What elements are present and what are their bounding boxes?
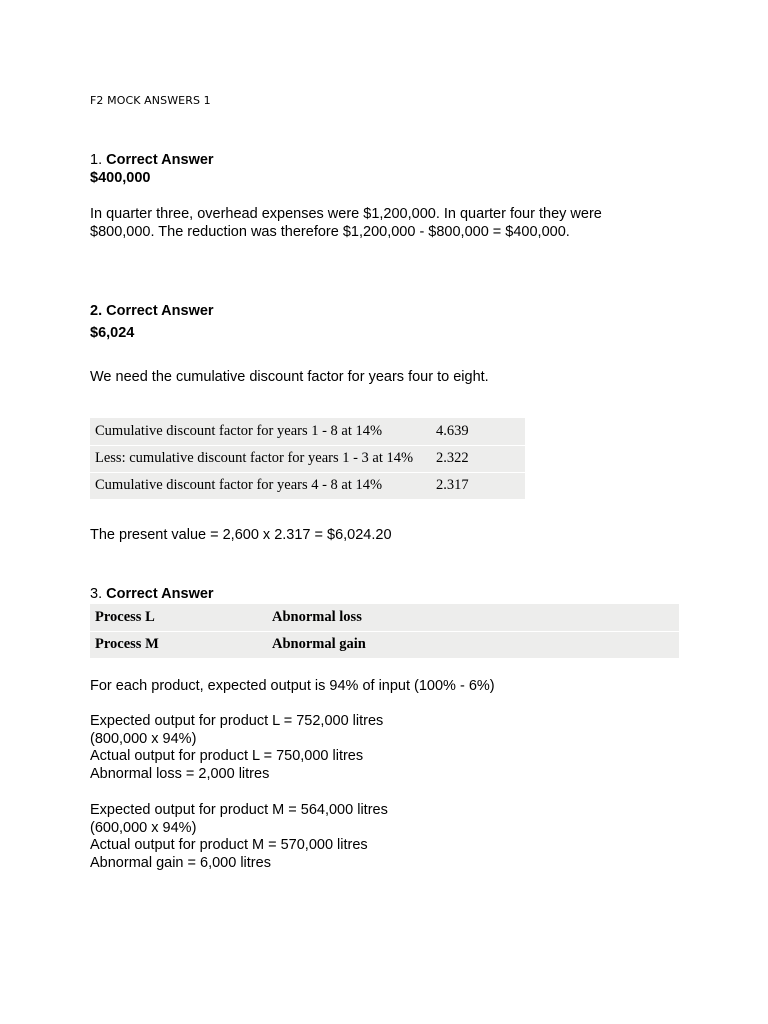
table-cell-label: Cumulative discount factor for years 1 - 8 at 14%	[95, 422, 383, 439]
table-cell-process: Process L	[95, 608, 155, 625]
question-1-explanation-line-1: In quarter three, overhead expenses were $1,200,000. In quarter four they were	[90, 206, 602, 222]
table-cell-value: 2.322	[431, 445, 525, 472]
product-l-line: Abnormal loss = 2,000 litres	[90, 765, 270, 782]
product-m-line: Actual output for product M = 570,000 litres	[90, 837, 368, 853]
question-3	[90, 586, 214, 604]
table-row	[90, 631, 679, 658]
question-2-answer: $6,024	[90, 325, 135, 341]
question-3-product-l-block	[90, 713, 383, 783]
table-cell-label: Cumulative discount factor for years 4 - 8 at 14%	[90, 472, 431, 499]
process-table	[90, 604, 679, 658]
table-cell-process: Process M	[90, 631, 267, 658]
product-l-line: Expected output for product L = 752,000 litres	[90, 713, 384, 729]
product-l-line: (800,000 x 94%)	[90, 730, 197, 747]
table-cell-value: 4.639	[436, 422, 469, 439]
product-l-line: Actual output for product L = 750,000 litres	[90, 748, 364, 764]
table-cell-label: Less: cumulative discount factor for years 1 - 3 at 14%	[90, 445, 431, 472]
question-1-number: 1.	[90, 152, 103, 168]
table-row	[90, 604, 679, 631]
question-3-number: 3.	[90, 586, 103, 602]
discount-factor-table	[90, 418, 525, 499]
table-cell-value: 2.317	[431, 472, 525, 499]
question-3-intro: For each product, expected output is 94% of input (100% - 6%)	[90, 678, 495, 694]
question-1-heading: Correct Answer	[106, 152, 214, 168]
question-1-explanation	[90, 206, 602, 241]
product-m-line: Abnormal gain = 6,000 litres	[90, 854, 271, 871]
table-cell-result: Abnormal gain	[267, 631, 679, 658]
table-row	[90, 445, 525, 472]
table-row	[90, 418, 525, 445]
product-m-line: (600,000 x 94%)	[90, 819, 197, 836]
table-cell-result: Abnormal loss	[272, 608, 362, 625]
question-2-intro: We need the cumulative discount factor for years four to eight.	[90, 369, 489, 385]
question-1	[90, 152, 214, 187]
table-row	[90, 472, 525, 499]
question-2-result: The present value = 2,600 x 2.317 = $6,024.20	[90, 527, 392, 543]
question-1-explanation-line-2: $800,000. The reduction was therefore $1,200,000 - $800,000 = $400,000.	[90, 223, 570, 240]
question-3-product-m-block	[90, 802, 388, 872]
question-2-heading: 2. Correct Answer	[90, 303, 214, 319]
product-m-line: Expected output for product M = 564,000 litres	[90, 802, 388, 818]
question-3-heading: Correct Answer	[106, 586, 214, 602]
question-1-answer: $400,000	[90, 169, 151, 186]
document-title: F2 MOCK ANSWERS 1	[90, 94, 211, 107]
